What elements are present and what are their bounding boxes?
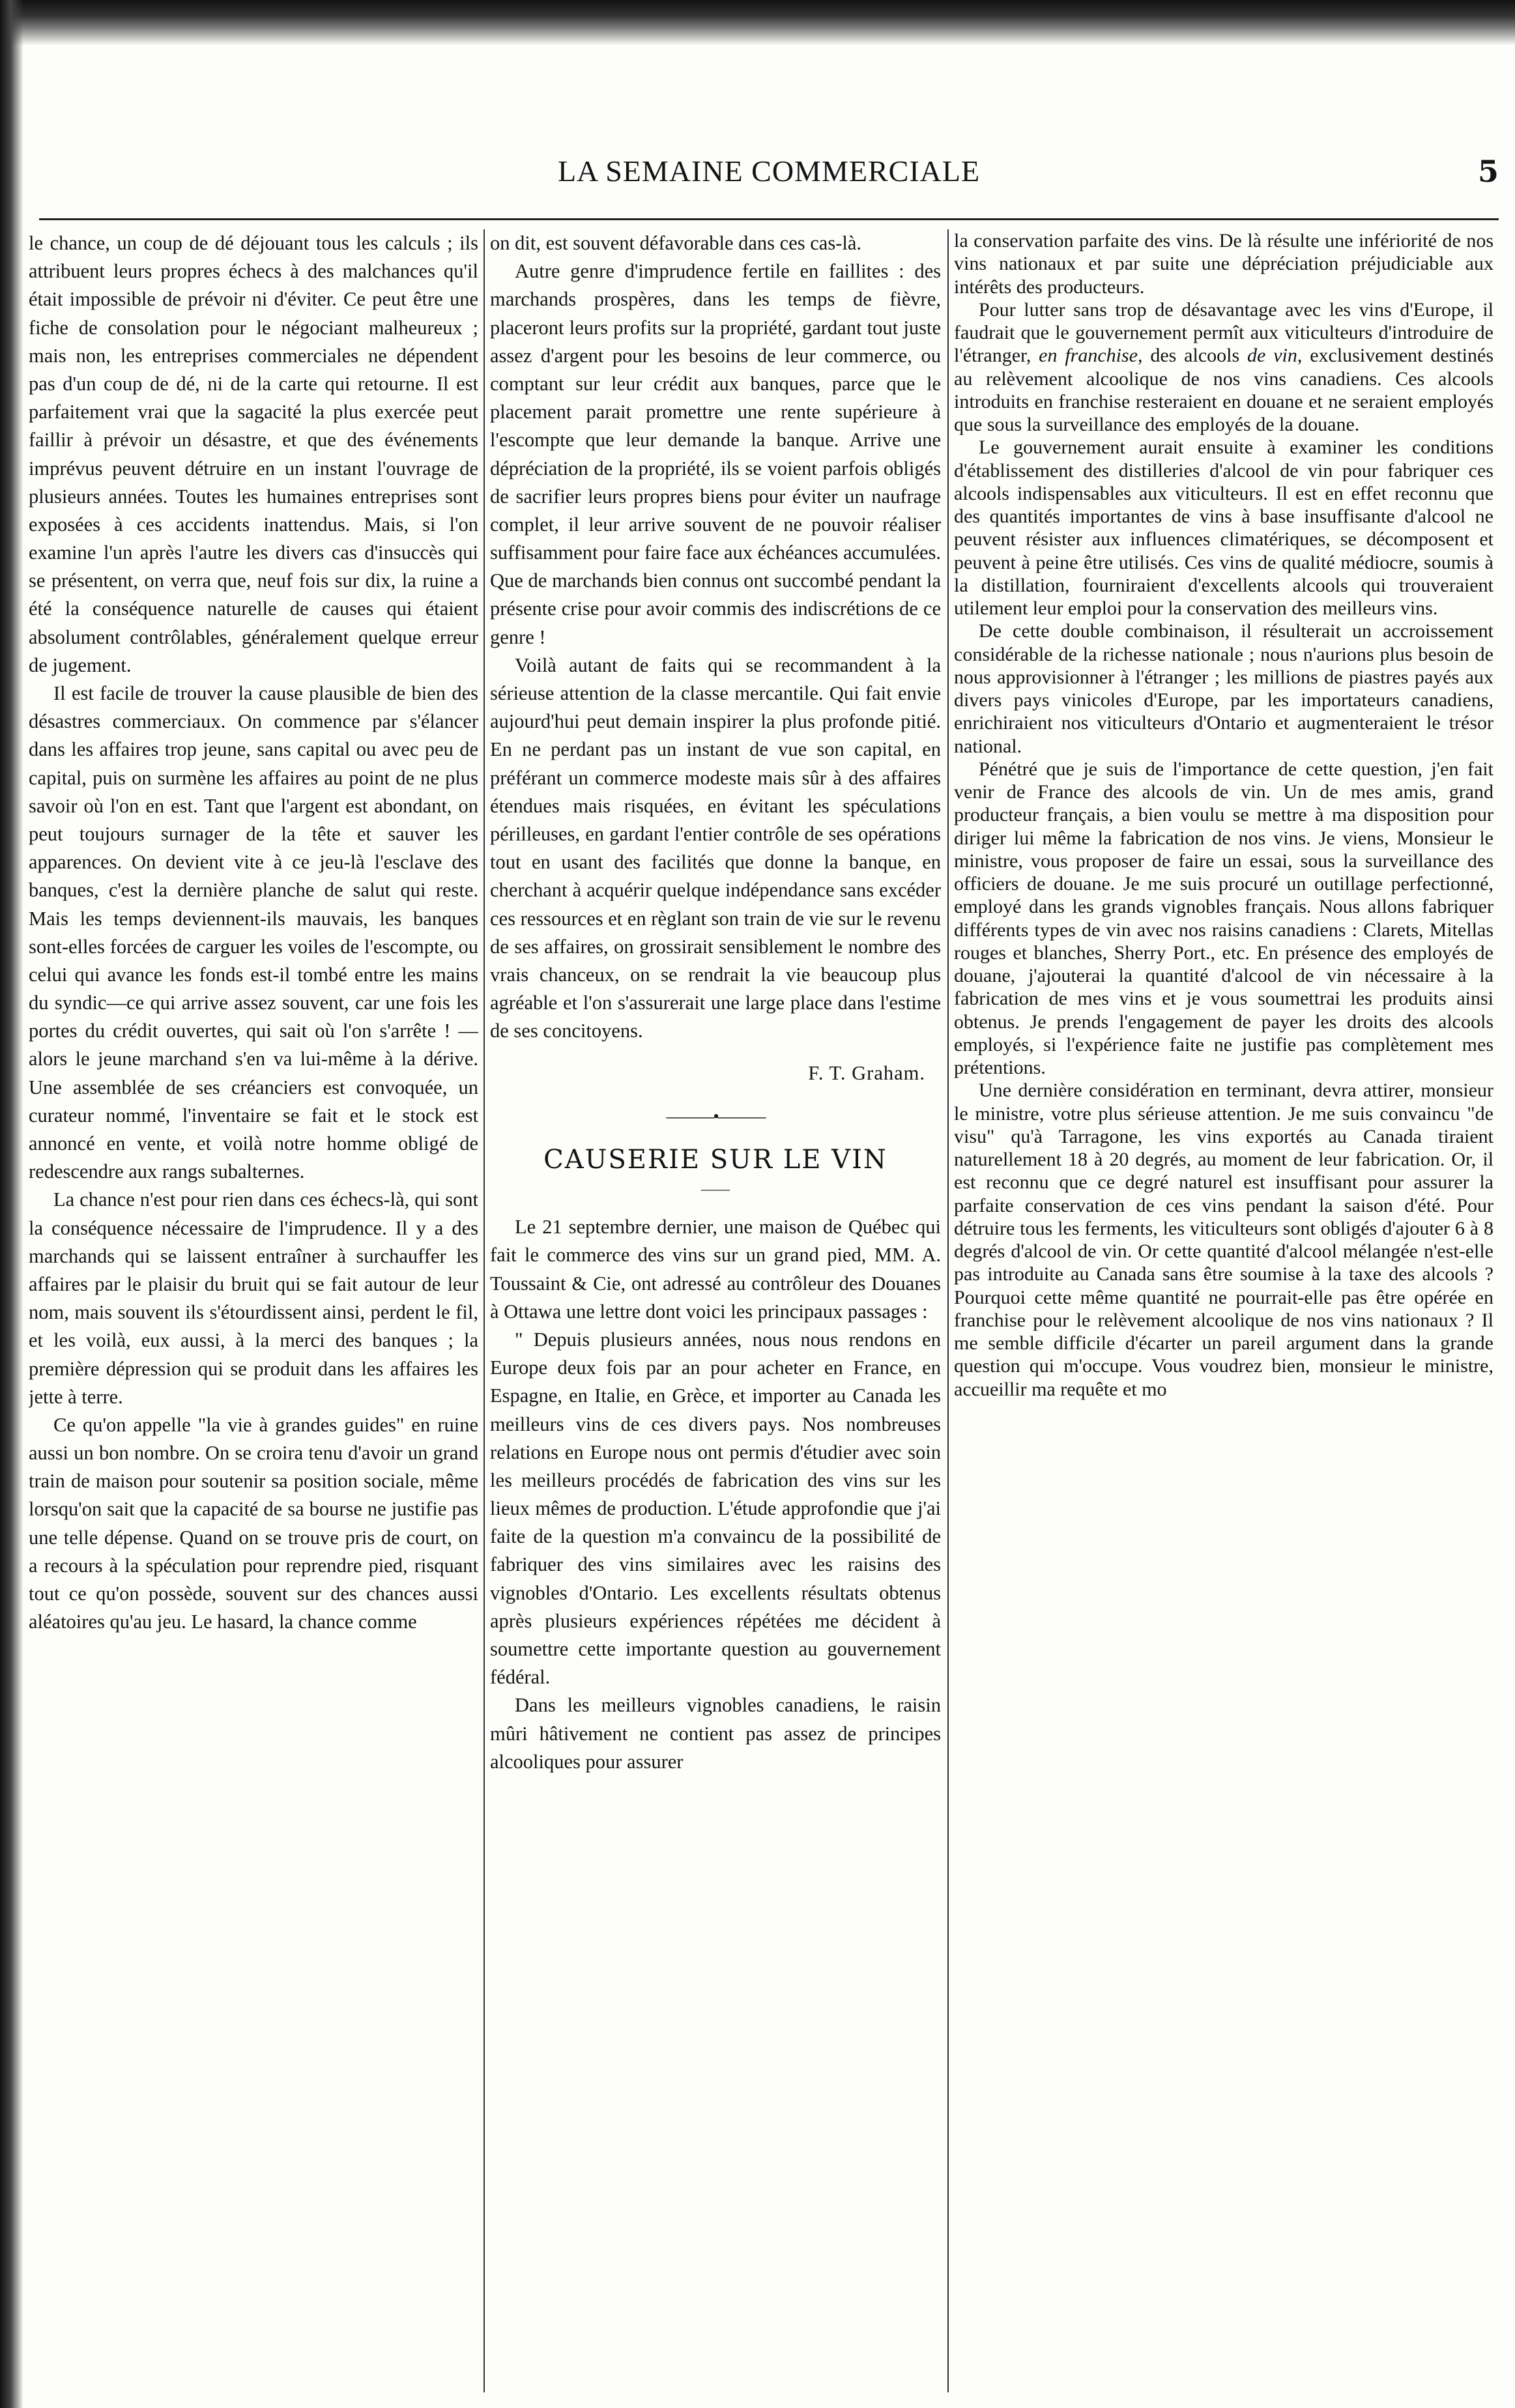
paragraph: le chance, un coup de dé déjouant tous les calculs ; ils attribuent leurs propres échecs à des malchances qu'il était impossible de prévoir ni d'éviter. Ce peut être une fiche de consolation pour le négociant malheureux ; mais non, les entreprises commerciales ne dépendent pas d'un coup de dé, ni de la carte qui retourne. Il est parfaitement vrai que la sagacité la plus exercée peut faillir à prévoir un désastre, et que des événements imprévus peuvent détruire en un instant l'ouvrage de plusieurs années. Toutes les humaines entreprises sont exposées à ces accidents inattendus. Mais, si l'on examine l'un après l'autre les divers cas d'insuccès qui se présentent, on verra que, neuf fois sur dix, la ruine a été la conséquence naturelle de causes qui étaient absolument contrôlables, généralement quelque erreur de jugement. xyxy=(29,232,478,676)
paragraph: Voilà autant de faits qui se recommandent à la sérieuse attention de la classe mercantile. Qui fait envie aujourd'hui peut demain inspirer la plus profonde pitié. En ne perdant pas un instant de vue son capital, en préférant un commerce modeste mais sûr à des affaires étendues mais risquées, en évitant les spéculations périlleuses, en gardant l'entier contrôle de ses opérations tout en usant des facilités que donne la banque, en cherchant à acquérir quelque indépendance sans excéder ces ressources et en règlant son train de vie sur le revenu de ses affaires, on grossirait sensiblement le nombre des vrais chanceux, on se rendrait la vie beaucoup plus agréable et l'on s'assurerait une large place dans l'estime de ses concitoyens. xyxy=(490,653,941,1042)
paragraph: on dit, est souvent défavorable dans ces cas-là. xyxy=(490,232,861,254)
emphasis: en franchise xyxy=(1039,345,1138,367)
column-middle xyxy=(490,229,941,2392)
column-rule xyxy=(483,229,485,2392)
text-run: Pour lutter sans trop de désavantage avec les vins d'Europe, il faudrait que le gouvernement permît aux viticulteurs d'introduire de l'étranger, xyxy=(954,298,1493,367)
page-top-edge-shadow xyxy=(0,0,1515,46)
text-run: , exclusivement destinés au relèvement alcoolique de nos vins canadiens. Ces alcools introduits en franchise resteraient en douane et ne seraient employés que sous la surveillance des employés de la douane. xyxy=(954,345,1493,435)
emphasis: de vin xyxy=(1247,345,1297,367)
text-run: , des alcools xyxy=(1137,345,1248,367)
column-left xyxy=(29,229,478,2392)
paragraph: Une dernière considération en terminant, devra attirer, monsieur le ministre, votre plus sérieuse attention. Je me suis convaincu "de visu" qu'à Tarragone, les vins exportés au Canada tiraient naturellement 18 à 20 degrés, au moment de leur fabrication. Or, il est reconnu que ce degré naturel est insuffisant pour assurer la parfaite conservation de ces vins pendant la saison d'été. Pour détruire tous les ferments, les viticulteurs sont obligés d'ajouter 6 à 8 degrés d'alcool de vin. Or cette quantité d'alcool mélangée n'est-elle pas introduite au Canada sans être soumise à la taxe des alcools ? Pourquoi cette même quantité ne pourrait-elle pas être opérée en franchise pour le relèvement alcoolique de nos vins nationaux ? Il me semble difficile d'écarter un pareil argument dans la grande question qui m'occupe. Vous voudrez bien, monsieur le ministre, accueillir ma requête et mo xyxy=(954,1080,1493,1400)
paragraph: Le 21 septembre dernier, une maison de Québec qui fait le commerce des vins sur un grand pied, MM. A. Toussaint & Cie, ont adressé au contrôleur des Douanes à Ottawa une lettre dont voici les principaux passages : xyxy=(490,1216,941,1323)
section-divider: ———•——— xyxy=(666,1106,765,1126)
column-rule xyxy=(947,229,949,2392)
header-rule xyxy=(39,218,1499,220)
paragraph: Autre genre d'imprudence fertile en faillites : des marchands prospères, dans les temps de fièvre, placeront leurs profits sur la propriété, gardant tout juste assez d'argent pour les besoins de leur commerce, ou comptant sur leur crédit aux banques, parce que le placement parait promettre une rente supérieure à l'escompte que leur demande la banque. Arrive une dépréciation de la propriété, ils se voient parfois obligés de sacrifier leurs propres biens pour éviter un naufrage complet, il leur arrive souvent de ne pouvoir réaliser suffisamment pour faire face aux échéances accumulées. Que de marchands bien connus ont succombé pendant la présente crise pour avoir commis des indiscrétions de ce genre ! xyxy=(490,260,941,648)
paragraph: Pénétré que je suis de l'importance de cette question, j'en fait venir de France des alcools de vin. Un de mes amis, grand producteur français, a bien voulu se mettre à ma disposition pour diriger lui même la fabrication de nos vins. Je viens, Monsieur le ministre, vous proposer de faire un essai, sous la surveillance des officiers de douane. Je me suis procuré un outillage perfectionné, employé dans les grands vignobles français. Nous allons fabriquer différents types de vin avec nos raisins canadiens : Clarets, Mitellas rouges et blanches, Sherry Port., etc. En présence des employés de douane, j'ajouterai la quantité d'alcool de vin nécessaire à la fabrication de mes vins et je vous soumettrai les produits ainsi obtenus. Je prends l'engagement de payer les droits des alcools employés, si l'expérience faite ne justifie pas complètement mes prétentions. xyxy=(954,758,1493,1078)
paragraph: Dans les meilleurs vignobles canadiens, le raisin mûri hâtivement ne contient pas assez de principes alcooliques pour assurer xyxy=(490,1694,941,1773)
page-header xyxy=(39,154,1499,199)
title-rule: —— xyxy=(701,1181,730,1197)
paragraph xyxy=(954,298,1493,437)
paragraph: la conservation parfaite des vins. De là résulte une infériorité de nos vins nationaux et par suite une dépréciation préjudiciable aux intérêts des producteurs. xyxy=(954,230,1493,298)
paragraph: Le gouvernement aurait ensuite à examiner les conditions d'établissement des distilleries d'alcool de vin pour fabriquer ces alcools indispensables aux viticulteurs. Il est en effet reconnu que des quantités importantes de vins à base insuffisante d'alcool ne peuvent résister aux influences climatériques, se décomposent et peuvent à peine être utilisés. Ces vins de qualité médiocre, soumis à la distillation, fourniraient d'excellents alcools qui trouveraient utilement leur emploi pour la conservation des meilleurs vins. xyxy=(954,437,1493,619)
page-binding-shadow xyxy=(0,0,23,2408)
author-signature: F. T. Graham. xyxy=(808,1062,925,1085)
running-head: LA SEMAINE COMMERCIALE xyxy=(557,154,981,188)
paragraph: La chance n'est pour rien dans ces échecs-là, qui sont la conséquence nécessaire de l'imprudence. Il y a des marchands qui se laissent entraîner à surchauffer les affaires par le plaisir du bruit qui se fait autour de leur nom, mais souvent ils s'étourdissent ainsi, perdent le fil, et les voilà, eux aussi, à la merci des banques ; la première dépression qui se produit dans les affaires les jette à terre. xyxy=(29,1188,478,1408)
column-right xyxy=(954,229,1493,2392)
paragraph: Il est facile de trouver la cause plausible de bien des désastres commerciaux. On commence par s'élancer dans les affaires trop jeune, sans capital ou avec peu de capital, puis on surmène les affaires au point de ne plus savoir où l'on en est. Tant que l'argent est abondant, on peut toujours surnager de la tête et sauver les apparences. On devient vite à ce jeu-là l'esclave des banques, c'est la dernière planche de salut qui reste. Mais les temps deviennent-ils mauvais, les banques sont-elles forcées de carguer les voiles de l'escompte, ou celui qui avance les fonds est-il tombé entre les mains du syndic—ce qui arrive assez souvent, car une fois les portes du crédit ouvertes, qui sait où l'on s'arrête ! —alors le jeune marchand s'en va lui-même à la dérive. Une assemblée de ses créanciers est convoquée, un curateur nommé, l'inventaire se fait et le stock est annoncé en vente, et voilà notre homme obligé de redescendre aux rangs subalternes. xyxy=(29,682,478,1183)
page-number: 5 xyxy=(1477,154,1499,189)
paragraph: " Depuis plusieurs années, nous nous rendons en Europe deux fois par an pour acheter en France, en Espagne, en Italie, en Grèce, et importer au Canada les meilleurs vins de ces divers pays. Nos nombreuses relations en Europe nous ont permis d'étudier avec soin les meilleurs procédés de fabrication des vins sur les lieux mêmes de production. L'étude approfondie que j'ai faite de la question m'a convaincu de la possibilité de fabriquer des vins similaires avec les raisins des vignobles d'Ontario. Les excellents résultats obtenus après plusieurs expériences répétées me décident à soumettre cette importante question au gouvernement fédéral. xyxy=(490,1328,941,1689)
paragraph: De cette double combinaison, il résulterait un accroissement considérable de la richesse nationale ; nous n'aurions plus besoin de nous approvisionner à l'étranger ; les millions de piastres payés aux divers pays vinicoles d'Europe, par les importateurs canadiens, enrichiraient nos viticulteurs d'Ontario et augmenteraient le trésor national. xyxy=(954,620,1493,757)
article-title: CAUSERIE SUR LE VIN xyxy=(543,1145,887,1175)
paragraph: Ce qu'on appelle "la vie à grandes guides" en ruine aussi un bon nombre. On se croira tenu d'avoir un grand train de maison pour soutenir sa position sociale, même lorsqu'on sait que la capacité de sa bourse ne justifie pas une telle dépense. Quand on se trouve pris de court, on a recours à la spéculation pour reprendre pied, risquant tout ce qu'on possède, souvent sur des chances aussi aléatoires qu'au jeu. Le hasard, la chance comme xyxy=(29,1413,478,1633)
